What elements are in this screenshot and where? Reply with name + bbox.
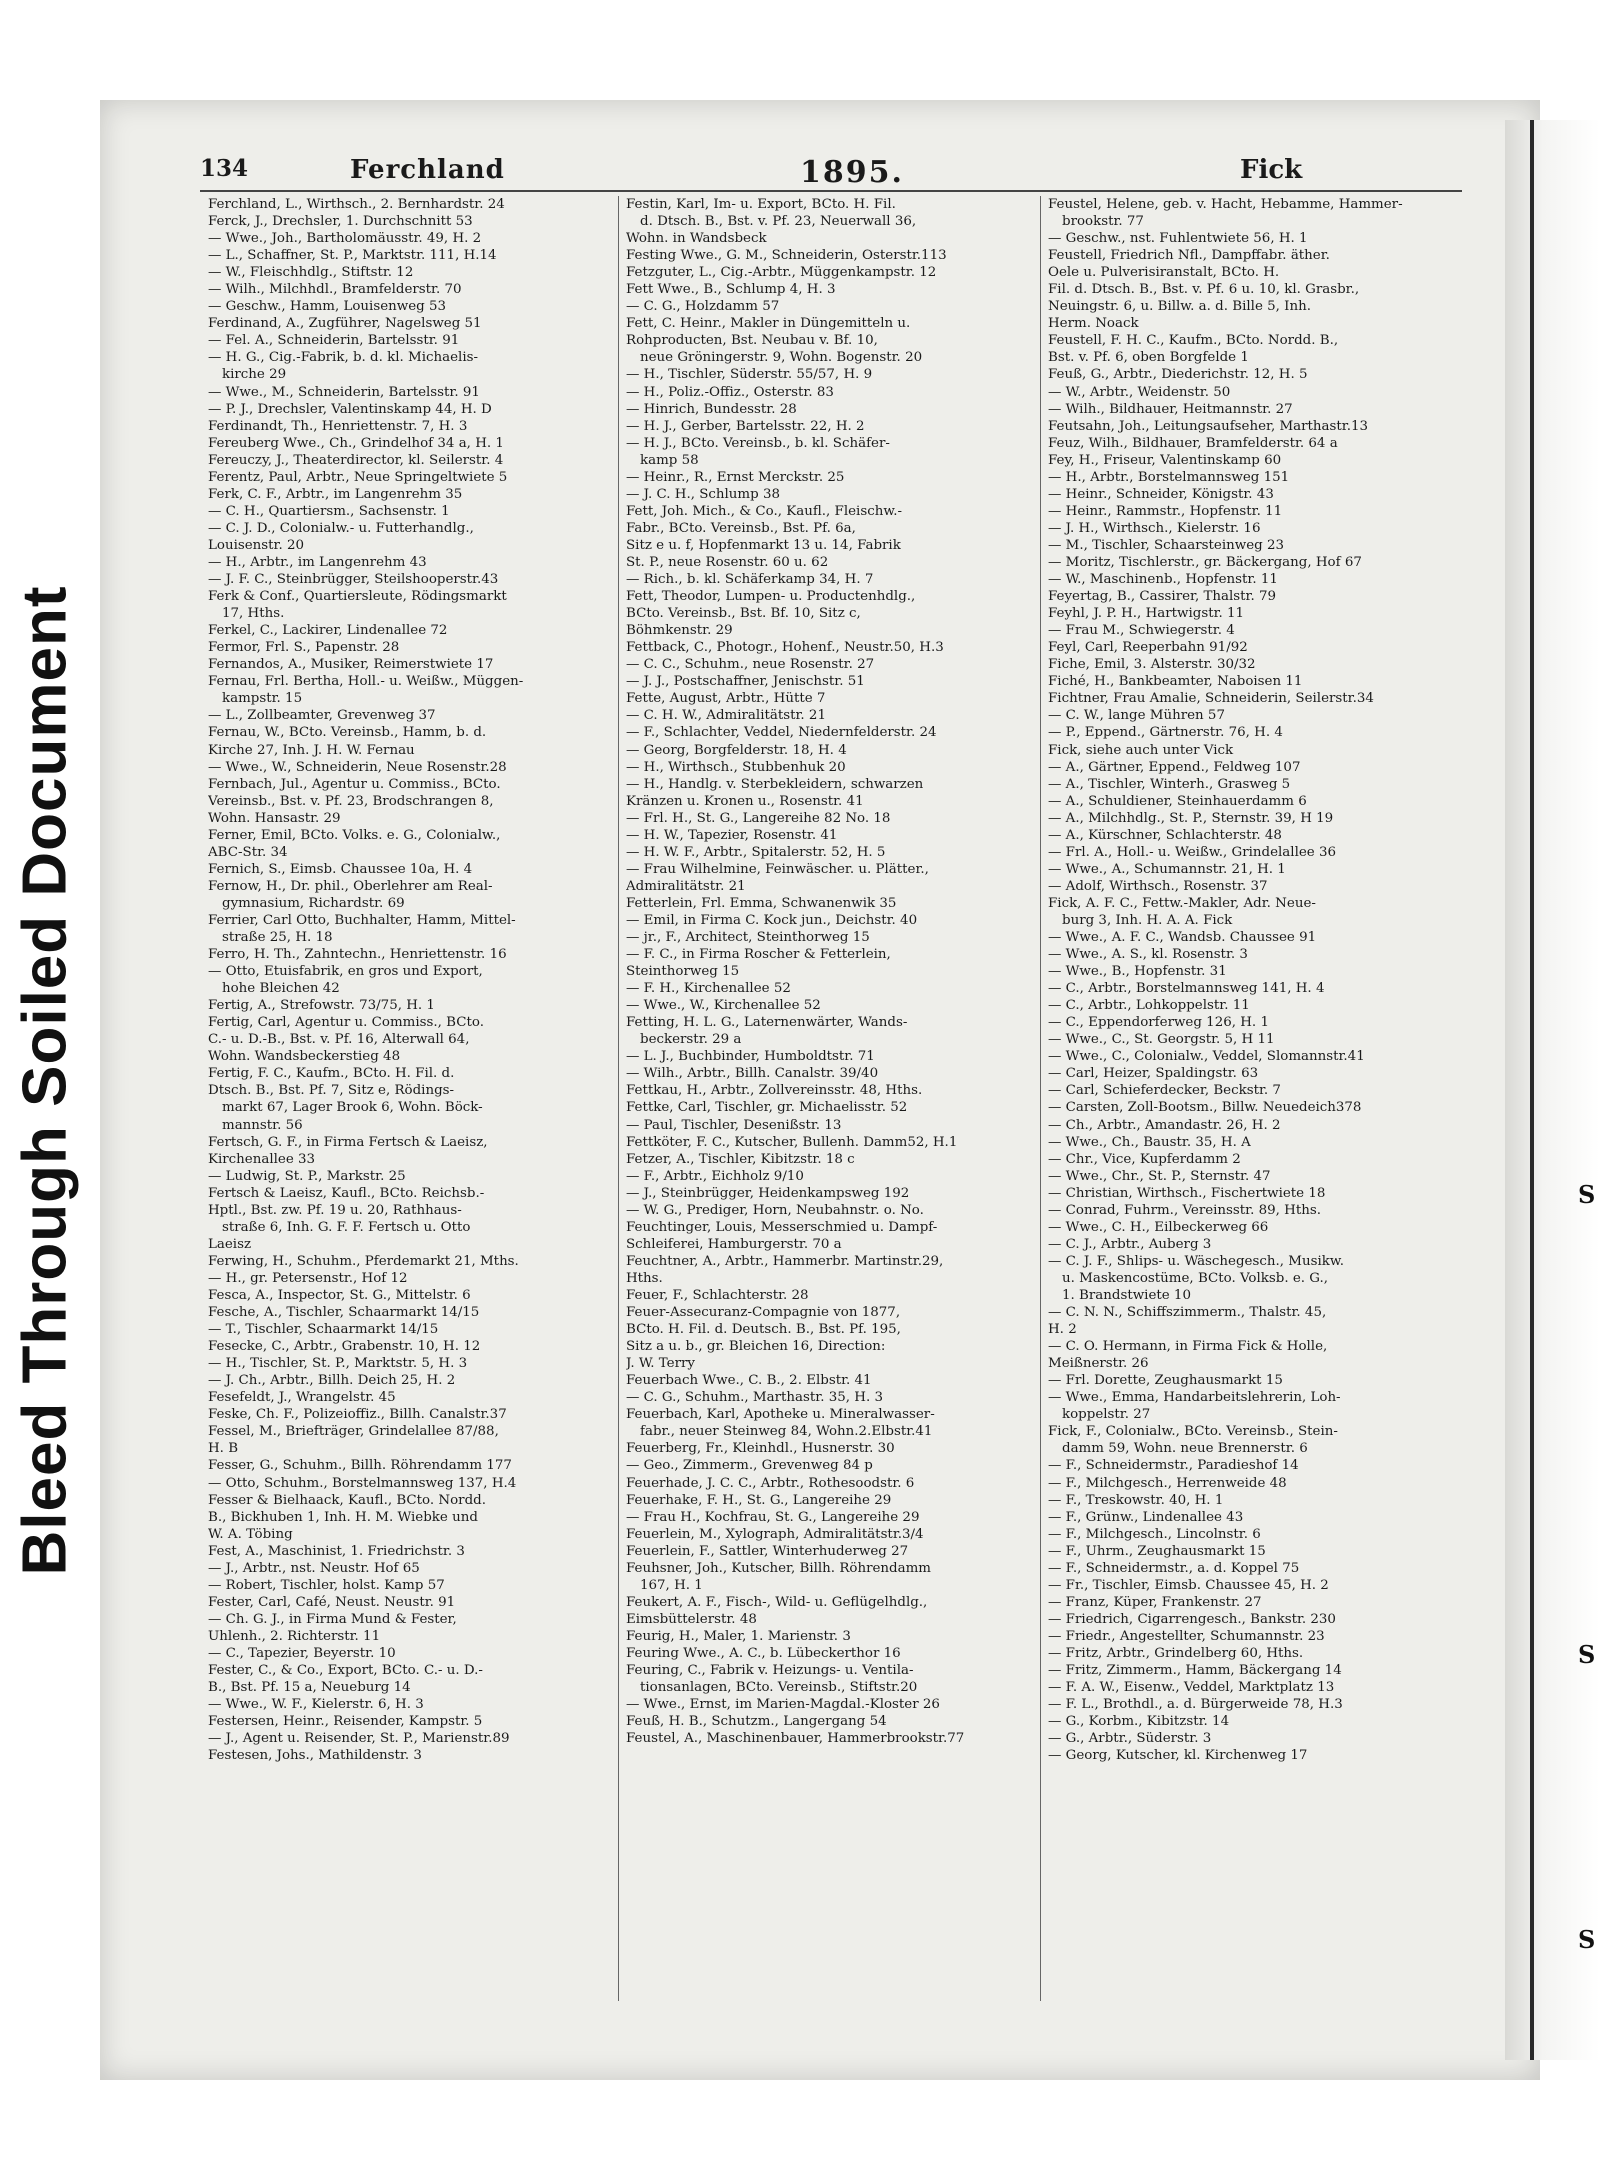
- directory-entry-line: W. A. Töbing: [208, 1526, 293, 1542]
- directory-entry-line: — Wwe., A. S., kl. Rosenstr. 3: [1048, 947, 1248, 963]
- edge-glyph: S: [1578, 1925, 1596, 1954]
- directory-entry-line: Ferck, J., Drechsler, 1. Durchschnitt 53: [208, 214, 473, 230]
- directory-entry-line: Fernow, H., Dr. phil., Oberlehrer am Real-: [208, 878, 493, 894]
- directory-entry-line: — Wwe., Emma, Handarbeitslehrerin, Loh-: [1048, 1390, 1341, 1406]
- directory-entry-line: — F. L., Brothdl., a. d. Bürgerweide 78, H.3: [1048, 1697, 1343, 1713]
- header-year: 1895.: [800, 155, 904, 190]
- header-left-word: Ferchland: [350, 155, 505, 185]
- directory-entry-line: — C. J., Arbtr., Auberg 3: [1048, 1236, 1212, 1252]
- directory-entry-line: Feyhl, J. P. H., Hartwigstr. 11: [1048, 606, 1245, 622]
- directory-entry-line: — T., Tischler, Schaarmarkt 14/15: [208, 1322, 439, 1338]
- directory-entry-line: — Georg, Borgfelderstr. 18, H. 4: [626, 742, 847, 758]
- directory-entry-line: Wohn. in Wandsbeck: [626, 231, 767, 247]
- directory-entry-line: — G., Korbm., Kibitzstr. 14: [1048, 1714, 1230, 1730]
- directory-entry-line: Feuerberg, Fr., Kleinhdl., Husnerstr. 30: [626, 1441, 895, 1457]
- edge-glyph: S: [1578, 1640, 1596, 1669]
- directory-entry-line: Hptl., Bst. zw. Pf. 19 u. 20, Rathhaus-: [208, 1202, 462, 1218]
- directory-entry-line: Feuß, G., Arbtr., Diederichstr. 12, H. 5: [1048, 367, 1308, 383]
- directory-entry-line: — H., Poliz.-Offiz., Osterstr. 83: [626, 384, 834, 400]
- directory-entry-line: Fesche, A., Tischler, Schaarmarkt 14/15: [208, 1305, 480, 1321]
- page-number: 134: [200, 155, 249, 182]
- directory-entry-line: Wohn. Hansastr. 29: [208, 810, 341, 826]
- directory-entry-line: — J., Agent u. Reisender, St. P., Marienstr.89: [208, 1731, 510, 1747]
- directory-entry-line: — H., Tischler, St. P., Marktstr. 5, H. 3: [208, 1356, 468, 1372]
- directory-entry-line: Ferrier, Carl Otto, Buchhalter, Hamm, Mittel-: [208, 912, 516, 928]
- directory-entry-line: 17, Hths.: [222, 606, 285, 622]
- directory-entry-line: — F. C., in Firma Roscher & Fetterlein,: [626, 947, 891, 963]
- directory-entry-line: — H. W. F., Arbtr., Spitalerstr. 52, H. 5: [626, 844, 886, 860]
- directory-entry-line: — Carl, Schieferdecker, Beckstr. 7: [1048, 1083, 1281, 1099]
- directory-entry-line: — P. J., Drechsler, Valentinskamp 44, H. D: [208, 401, 492, 417]
- directory-entry-line: Herm. Noack: [1048, 316, 1139, 332]
- directory-entry-line: Fesser, G., Schuhm., Billh. Röhrendamm 177: [208, 1458, 512, 1474]
- directory-entry-line: Fertsch & Laeisz, Kaufl., BCto. Reichsb.-: [208, 1185, 485, 1201]
- directory-entry-line: Feurig, H., Maler, 1. Marienstr. 3: [626, 1628, 851, 1644]
- directory-entry-line: — J. H., Wirthsch., Kielerstr. 16: [1048, 520, 1261, 536]
- directory-entry-line: — Frl. H., St. G., Langereihe 82 No. 18: [626, 810, 891, 826]
- directory-entry-line: Festin, Karl, Im- u. Export, BCto. H. Fil.: [626, 197, 896, 212]
- directory-entry-line: Fey, H., Friseur, Valentinskamp 60: [1048, 452, 1282, 468]
- directory-entry-line: — A., Milchhdlg., St. P., Sternstr. 39, H 19: [1048, 810, 1334, 826]
- directory-entry-line: — Wwe., B., Hopfenstr. 31: [1048, 964, 1227, 980]
- directory-entry-line: — C. H., Quartiersm., Sachsenstr. 1: [208, 503, 450, 519]
- directory-entry-line: — Wwe., Chr., St. P., Sternstr. 47: [1048, 1168, 1271, 1184]
- directory-entry-line: — P., Eppend., Gärtnerstr. 76, H. 4: [1048, 725, 1283, 741]
- directory-entry-line: straße 25, H. 18: [222, 930, 333, 946]
- directory-entry-line: — Wwe., Ch., Baustr. 35, H. A: [1048, 1134, 1251, 1150]
- directory-entry-line: Feuring Wwe., A. C., b. Lübeckerthor 16: [626, 1645, 901, 1661]
- directory-entry-line: — F. A. W., Eisenw., Veddel, Marktplatz 13: [1048, 1680, 1335, 1696]
- directory-entry-line: Fernandos, A., Musiker, Reimerstwiete 17: [208, 657, 494, 673]
- directory-entry-line: — F., Treskowstr. 40, H. 1: [1048, 1492, 1224, 1508]
- directory-entry-line: C.- u. D.-B., Bst. v. Pf. 16, Alterwall 64,: [208, 1032, 470, 1048]
- directory-entry-line: 167, H. 1: [640, 1577, 703, 1593]
- directory-entry-line: — Wwe., C., Colonialw., Veddel, Slomannstr.41: [1048, 1049, 1365, 1065]
- directory-entry-line: u. Maskencostüme, BCto. Volksb. e. G.,: [1062, 1270, 1329, 1286]
- directory-entry-line: — Rich., b. kl. Schäferkamp 34, H. 7: [626, 572, 874, 588]
- directory-entry-line: Fetting, H. L. G., Laternenwärter, Wands-: [626, 1015, 908, 1031]
- directory-entry-line: Fetzer, A., Tischler, Kibitzstr. 18 c: [626, 1151, 855, 1167]
- directory-entry-line: — Geschw., nst. Fuhlentwiete 56, H. 1: [1048, 231, 1308, 247]
- directory-entry-line: kirche 29: [222, 367, 287, 383]
- edge-glyph: S: [1578, 1180, 1596, 1209]
- directory-entry-line: Uhlenh., 2. Richterstr. 11: [208, 1628, 381, 1644]
- directory-entry-line: Ferdinandt, Th., Henriettenstr. 7, H. 3: [208, 418, 468, 434]
- directory-entry-line: Feyertag, B., Cassirer, Thalstr. 79: [1048, 589, 1277, 605]
- directory-entry-line: — F., Grünw., Lindenallee 43: [1048, 1509, 1244, 1525]
- directory-entry-line: Feustell, F. H. C., Kaufm., BCto. Nordd. B.,: [1048, 333, 1339, 349]
- directory-entry-line: — A., Gärtner, Eppend., Feldweg 107: [1048, 759, 1301, 775]
- book-binding: [1505, 120, 1600, 2060]
- directory-entry-line: Oele u. Pulverisiranstalt, BCto. H.: [1048, 265, 1280, 281]
- directory-entry-line: — Conrad, Fuhrm., Vereinsstr. 89, Hths.: [1048, 1202, 1321, 1218]
- directory-entry-line: — H., Arbtr., im Langenrehm 43: [208, 554, 427, 570]
- directory-entry-line: — Frau H., Kochfrau, St. G., Langereihe 29: [626, 1509, 920, 1525]
- directory-entry-line: Feuring, C., Fabrik v. Heizungs- u. Ventila-: [626, 1663, 914, 1679]
- directory-entry-line: Meißnerstr. 26: [1048, 1356, 1149, 1372]
- directory-entry-line: Fester, Carl, Café, Neust. Neustr. 91: [208, 1594, 456, 1610]
- directory-entry-line: Schleiferei, Hamburgerstr. 70 a: [626, 1236, 842, 1252]
- directory-entry-line: markt 67, Lager Brook 6, Wohn. Böck-: [222, 1100, 483, 1116]
- directory-entry-line: Fettke, Carl, Tischler, gr. Michaelisstr. 52: [626, 1100, 908, 1116]
- directory-entry-line: Feske, Ch. F., Polizeioffiz., Billh. Canalstr.37: [208, 1407, 507, 1423]
- directory-entry-line: — C., Eppendorferweg 126, H. 1: [1048, 1015, 1269, 1031]
- directory-entry-line: — H. W., Tapezier, Rosenstr. 41: [626, 827, 838, 843]
- directory-entry-line: — L. J., Buchbinder, Humboldtstr. 71: [626, 1049, 875, 1065]
- directory-entry-line: — Fritz, Arbtr., Grindelberg 60, Hths.: [1048, 1645, 1304, 1661]
- directory-entry-line: — Friedr., Angestellter, Schumannstr. 23: [1048, 1628, 1325, 1644]
- directory-entry-line: Ferentz, Paul, Arbtr., Neue Springeltwiete 5: [208, 469, 508, 485]
- directory-entry-line: — Frl. Dorette, Zeughausmarkt 15: [1048, 1373, 1283, 1389]
- directory-entry-line: Hths.: [626, 1270, 663, 1286]
- directory-entry-line: — A., Tischler, Winterh., Grasweg 5: [1048, 776, 1291, 792]
- directory-entry-line: Fertig, F. C., Kaufm., BCto. H. Fil. d.: [208, 1066, 455, 1082]
- directory-entry-line: — Wwe., W., Kirchenallee 52: [626, 998, 821, 1014]
- directory-entry-line: Fessel, M., Briefträger, Grindelallee 87/88,: [208, 1424, 499, 1440]
- directory-entry-line: — Carl, Heizer, Spaldingstr. 63: [1048, 1066, 1259, 1082]
- directory-entry-line: Fett, Joh. Mich., & Co., Kaufl., Fleischw.-: [626, 503, 902, 519]
- directory-entry-line: — Franz, Küper, Frankenstr. 27: [1048, 1594, 1262, 1610]
- directory-entry-line: — H., gr. Petersenstr., Hof 12: [208, 1270, 408, 1286]
- directory-entry-line: — H. J., BCto. Vereinsb., b. kl. Schäfer-: [626, 435, 890, 451]
- directory-entry-line: — C. N. N., Schiffszimmerm., Thalstr. 45,: [1048, 1305, 1327, 1321]
- directory-entry-line: J. W. Terry: [626, 1356, 695, 1372]
- directory-entry-line: tionsanlagen, BCto. Vereinsb., Stiftstr.20: [640, 1680, 918, 1696]
- directory-entry-line: Louisenstr. 20: [208, 537, 305, 553]
- header-rule: [200, 190, 1462, 192]
- directory-entry-line: — J., Arbtr., nst. Neustr. Hof 65: [208, 1560, 420, 1576]
- directory-entry-line: Fetterlein, Frl. Emma, Schwanenwik 35: [626, 895, 897, 911]
- directory-entry-line: — M., Tischler, Schaarsteinweg 23: [1048, 537, 1284, 553]
- directory-entry-line: Feuz, Wilh., Bildhauer, Bramfelderstr. 64 a: [1048, 435, 1338, 451]
- directory-entry-line: Fertsch, G. F., in Firma Fertsch & Laeisz,: [208, 1134, 488, 1150]
- fold-line: [1530, 120, 1534, 2060]
- directory-entry-line: Ferner, Emil, BCto. Volks. e. G., Colonialw.,: [208, 827, 501, 843]
- directory-entry-line: ABC-Str. 34: [208, 844, 288, 860]
- directory-column-1: [208, 196, 608, 1764]
- directory-entry-line: Fick, siehe auch unter Vick: [1048, 742, 1234, 758]
- directory-entry-line: Ferchland, L., Wirthsch., 2. Bernhardstr. 24: [208, 197, 505, 212]
- directory-entry-line: Laeisz: [208, 1236, 252, 1252]
- directory-column-2: [626, 196, 1026, 1747]
- directory-entry-line: Feuhsner, Joh., Kutscher, Billh. Röhrendamm: [626, 1560, 931, 1576]
- directory-entry-line: koppelstr. 27: [1062, 1407, 1151, 1423]
- directory-entry-line: Fernau, Frl. Bertha, Holl.- u. Weißw., Müggen-: [208, 674, 524, 690]
- directory-entry-line: — C., Arbtr., Lohkoppelstr. 11: [1048, 998, 1250, 1014]
- directory-entry-line: H. 2: [1048, 1322, 1077, 1338]
- directory-entry-line: — F., Milchgesch., Herrenweide 48: [1048, 1475, 1287, 1491]
- directory-entry-line: Feuer, F., Schlachterstr. 28: [626, 1288, 809, 1303]
- directory-entry-line: — C. G., Schuhm., Marthastr. 35, H. 3: [626, 1390, 883, 1406]
- directory-entry-line: gymnasium, Richardstr. 69: [222, 895, 405, 911]
- directory-entry-line: Fester, C., & Co., Export, BCto. C.- u. D.-: [208, 1663, 483, 1679]
- directory-entry-line: — H. G., Cig.-Fabrik, b. d. kl. Michaelis-: [208, 350, 479, 366]
- directory-entry-line: — Wilh., Bildhauer, Heitmannstr. 27: [1048, 401, 1293, 417]
- column-divider: [618, 196, 619, 2001]
- directory-entry-line: — Ludwig, St. P., Markstr. 25: [208, 1168, 406, 1184]
- directory-entry-line: d. Dtsch. B., Bst. v. Pf. 23, Neuerwall 36,: [640, 214, 917, 230]
- directory-entry-line: — C. J. F., Shlips- u. Wäschegesch., Musikw.: [1048, 1253, 1344, 1269]
- directory-entry-line: — Emil, in Firma C. Kock jun., Deichstr. 40: [626, 912, 918, 928]
- directory-entry-line: — Wwe., W., Schneiderin, Neue Rosenstr.28: [208, 759, 507, 775]
- directory-entry-line: St. P., neue Rosenstr. 60 u. 62: [626, 554, 829, 570]
- directory-entry-line: Fermor, Frl. S., Papenstr. 28: [208, 640, 400, 656]
- directory-entry-line: — Frau Wilhelmine, Feinwäscher. u. Plätter.,: [626, 861, 929, 877]
- directory-entry-line: Fest, A., Maschinist, 1. Friedrichstr. 3: [208, 1543, 465, 1559]
- directory-entry-line: — Heinr., Schneider, Königstr. 43: [1048, 486, 1274, 502]
- directory-entry-line: — Wwe., A. F. C., Wandsb. Chaussee 91: [1048, 930, 1317, 946]
- directory-entry-line: Feuerlein, M., Xylograph, Admiralitätstr.3/4: [626, 1526, 924, 1542]
- directory-entry-line: Fertig, A., Strefowstr. 73/75, H. 1: [208, 998, 435, 1014]
- directory-entry-line: — Fritz, Zimmerm., Hamm, Bäckergang 14: [1048, 1663, 1342, 1679]
- directory-entry-line: — Wwe., W. F., Kielerstr. 6, H. 3: [208, 1697, 424, 1713]
- directory-entry-line: Dtsch. B., Bst. Pf. 7, Sitz e, Rödings-: [208, 1083, 455, 1099]
- directory-entry-line: — F. H., Kirchenallee 52: [626, 981, 791, 997]
- directory-entry-line: Fick, F., Colonialw., BCto. Vereinsb., Stein-: [1048, 1424, 1338, 1440]
- directory-entry-line: Feuchtinger, Louis, Messerschmied u. Dampf-: [626, 1219, 938, 1235]
- directory-entry-line: straße 6, Inh. G. F. F. Fertsch u. Otto: [222, 1219, 471, 1235]
- directory-entry-line: Fernich, S., Eimsb. Chaussee 10a, H. 4: [208, 861, 473, 877]
- page-header: [200, 155, 1460, 195]
- directory-entry-line: — Robert, Tischler, holst. Kamp 57: [208, 1577, 445, 1593]
- directory-entry-line: — Wwe., A., Schumannstr. 21, H. 1: [1048, 861, 1286, 877]
- directory-entry-line: — Ch., Arbtr., Amandastr. 26, H. 2: [1048, 1117, 1281, 1133]
- directory-entry-line: Fesefeldt, J., Wrangelstr. 45: [208, 1390, 396, 1406]
- directory-entry-line: Fett, C. Heinr., Makler in Düngemitteln u.: [626, 316, 911, 332]
- directory-entry-line: — Otto, Etuisfabrik, en gros und Export,: [208, 964, 483, 980]
- directory-entry-line: Rohproducten, Bst. Neubau v. Bf. 10,: [626, 333, 878, 349]
- directory-entry-line: Feustel, A., Maschinenbauer, Hammerbrookstr.77: [626, 1731, 965, 1747]
- directory-entry-line: Feuerbach Wwe., C. B., 2. Elbstr. 41: [626, 1373, 872, 1389]
- directory-entry-line: — Adolf, Wirthsch., Rosenstr. 37: [1048, 878, 1268, 894]
- directory-entry-line: Fesca, A., Inspector, St. G., Mittelstr. 6: [208, 1288, 471, 1303]
- directory-entry-line: Feuerhade, J. C. C., Arbtr., Rothesoodstr. 6: [626, 1475, 915, 1491]
- directory-entry-line: — L., Schaffner, St. P., Marktstr. 111, H.14: [208, 248, 497, 264]
- directory-entry-line: — C. H. W., Admiralitätstr. 21: [626, 708, 826, 724]
- directory-entry-line: — Chr., Vice, Kupferdamm 2: [1048, 1151, 1241, 1167]
- directory-entry-line: Vereinsb., Bst. v. Pf. 23, Brodschrangen 8,: [208, 793, 494, 809]
- directory-entry-line: kampstr. 15: [222, 691, 303, 707]
- directory-entry-line: — Georg, Kutscher, kl. Kirchenweg 17: [1048, 1748, 1308, 1764]
- directory-entry-line: Ferkel, C., Lackirer, Lindenallee 72: [208, 623, 448, 639]
- directory-entry-line: BCto. Vereinsb., Bst. Bf. 10, Sitz c,: [626, 606, 861, 622]
- directory-entry-line: — C., Tapezier, Beyerstr. 10: [208, 1645, 396, 1661]
- directory-entry-line: — Carsten, Zoll-Bootsm., Billw. Neuedeich378: [1048, 1100, 1362, 1116]
- directory-entry-line: — Wwe., C., St. Georgstr. 5, H 11: [1048, 1032, 1275, 1048]
- directory-entry-line: — L., Zollbeamter, Grevenweg 37: [208, 708, 436, 724]
- directory-entry-line: Fernau, W., BCto. Vereinsb., Hamm, b. d.: [208, 725, 487, 741]
- directory-entry-line: Fesser & Bielhaack, Kaufl., BCto. Nordd.: [208, 1492, 486, 1508]
- directory-entry-line: hohe Bleichen 42: [222, 981, 340, 997]
- directory-entry-line: damm 59, Wohn. neue Brennerstr. 6: [1062, 1441, 1308, 1457]
- directory-entry-line: Ferk & Conf., Quartiersleute, Rödingsmarkt: [208, 589, 507, 605]
- directory-entry-line: — C. G., Holzdamm 57: [626, 299, 780, 315]
- directory-entry-line: Ferk, C. F., Arbtr., im Langenrehm 35: [208, 486, 463, 502]
- directory-entry-line: Feuerbach, Karl, Apotheke u. Mineralwasser-: [626, 1407, 935, 1423]
- directory-entry-line: — F., Schneidermstr., Paradieshof 14: [1048, 1458, 1299, 1474]
- directory-entry-line: Wohn. Wandsbeckerstieg 48: [208, 1049, 401, 1065]
- directory-entry-line: Ferro, H. Th., Zahntechn., Henriettenstr. 16: [208, 947, 507, 963]
- directory-entry-line: — W., Arbtr., Weidenstr. 50: [1048, 384, 1231, 400]
- directory-entry-line: burg 3, Inh. H. A. A. Fick: [1062, 912, 1233, 928]
- directory-entry-line: Steinthorweg 15: [626, 964, 740, 980]
- directory-entry-line: — Frl. A., Holl.- u. Weißw., Grindelallee 36: [1048, 844, 1336, 860]
- directory-entry-line: Admiralitätstr. 21: [626, 878, 746, 894]
- directory-entry-line: — W. G., Prediger, Horn, Neubahnstr. o. No.: [626, 1202, 924, 1218]
- directory-entry-line: — C. J. D., Colonialw.- u. Futterhandlg.,: [208, 520, 474, 536]
- directory-entry-line: Fabr., BCto. Vereinsb., Bst. Pf. 6a,: [626, 520, 856, 536]
- directory-entry-line: Fettköter, F. C., Kutscher, Bullenh. Damm52, H.1: [626, 1134, 958, 1150]
- directory-entry-line: Fereuczy, J., Theaterdirector, kl. Seilerstr. 4: [208, 452, 504, 468]
- directory-entry-line: — J. Ch., Arbtr., Billh. Deich 25, H. 2: [208, 1373, 456, 1389]
- directory-entry-line: Bst. v. Pf. 6, oben Borgfelde 1: [1048, 350, 1249, 366]
- directory-entry-line: — F., Uhrm., Zeughausmarkt 15: [1048, 1543, 1266, 1559]
- directory-entry-line: kamp 58: [640, 452, 699, 468]
- directory-entry-line: — Ch. G. J., in Firma Mund & Fester,: [208, 1611, 457, 1627]
- directory-entry-line: B., Bst. Pf. 15 a, Neueburg 14: [208, 1680, 411, 1696]
- directory-entry-line: brookstr. 77: [1062, 214, 1144, 230]
- directory-entry-line: Festing Wwe., G. M., Schneiderin, Osterstr.113: [626, 248, 947, 264]
- directory-entry-line: — J. C. H., Schlump 38: [626, 486, 780, 502]
- directory-entry-line: — H., Wirthsch., Stubbenhuk 20: [626, 759, 846, 775]
- directory-entry-line: — W., Maschinenb., Hopfenstr. 11: [1048, 572, 1278, 588]
- directory-entry-line: — A., Kürschner, Schlachterstr. 48: [1048, 827, 1282, 843]
- directory-entry-line: — Geschw., Hamm, Louisenweg 53: [208, 299, 447, 315]
- directory-entry-line: — Wwe., Ernst, im Marien-Magdal.-Kloster 26: [626, 1697, 940, 1713]
- directory-entry-line: Fernbach, Jul., Agentur u. Commiss., BCto.: [208, 776, 501, 792]
- directory-entry-line: — H. J., Gerber, Bartelsstr. 22, H. 2: [626, 418, 865, 434]
- directory-entry-line: — W., Fleischhdlg., Stiftstr. 12: [208, 265, 414, 281]
- directory-entry-line: — J., Steinbrügger, Heidenkampsweg 192: [626, 1185, 910, 1201]
- directory-entry-line: — Wilh., Arbtr., Billh. Canalstr. 39/40: [626, 1066, 879, 1082]
- directory-entry-line: neue Gröningerstr. 9, Wohn. Bogenstr. 20: [640, 350, 923, 366]
- directory-entry-line: — jr., F., Architect, Steinthorweg 15: [626, 930, 870, 946]
- directory-entry-line: Fett, Theodor, Lumpen- u. Productenhdlg.,: [626, 589, 916, 605]
- directory-entry-line: Feuerlein, F., Sattler, Winterhuderweg 27: [626, 1543, 909, 1559]
- directory-entry-line: — H., Handlg. v. Sterbekleidern, schwarzen: [626, 776, 924, 792]
- directory-entry-line: — F., Schneidermstr., a. d. Koppel 75: [1048, 1560, 1300, 1576]
- directory-column-3: [1048, 196, 1448, 1764]
- directory-entry-line: — Wwe., M., Schneiderin, Bartelsstr. 91: [208, 384, 480, 400]
- directory-entry-line: Feuchtner, A., Arbtr., Hammerbr. Martinstr.29,: [626, 1253, 944, 1269]
- directory-entry-line: Fettkau, H., Arbtr., Zollvereinsstr. 48, Hths.: [626, 1083, 923, 1099]
- directory-entry-line: Böhmkenstr. 29: [626, 623, 733, 639]
- directory-entry-line: Sitz e u. f, Hopfenmarkt 13 u. 14, Fabrik: [626, 537, 901, 553]
- directory-entry-line: — J. F. C., Steinbrügger, Steilshooperstr.43: [208, 572, 499, 588]
- directory-entry-line: Festesen, Johs., Mathildenstr. 3: [208, 1748, 422, 1764]
- directory-entry-line: — A., Schuldiener, Steinhauerdamm 6: [1048, 793, 1307, 809]
- directory-entry-line: Fil. d. Dtsch. B., Bst. v. Pf. 6 u. 10, kl. Grasbr.,: [1048, 282, 1360, 298]
- directory-entry-line: Feutsahn, Joh., Leitungsaufseher, Marthastr.13: [1048, 418, 1369, 434]
- directory-entry-line: — Wilh., Milchhdl., Bramfelderstr. 70: [208, 282, 462, 298]
- directory-entry-line: fabr., neuer Steinweg 84, Wohn.2.Elbstr.41: [640, 1424, 933, 1440]
- directory-entry-line: — H., Tischler, Süderstr. 55/57, H. 9: [626, 367, 873, 383]
- directory-entry-line: — Fel. A., Schneiderin, Bartelsstr. 91: [208, 333, 460, 349]
- directory-entry-line: Fichtner, Frau Amalie, Schneiderin, Seilerstr.34: [1048, 691, 1374, 707]
- directory-entry-line: Neuingstr. 6, u. Billw. a. d. Bille 5, Inh.: [1048, 299, 1311, 315]
- directory-entry-line: beckerstr. 29 a: [640, 1032, 742, 1048]
- directory-entry-line: Kränzen u. Kronen u., Rosenstr. 41: [626, 793, 864, 809]
- directory-entry-line: — Fr., Tischler, Eimsb. Chaussee 45, H. 2: [1048, 1577, 1329, 1593]
- directory-entry-line: — Hinrich, Bundesstr. 28: [626, 401, 797, 417]
- directory-entry-line: — F., Arbtr., Eichholz 9/10: [626, 1168, 804, 1184]
- directory-entry-line: — H., Arbtr., Borstelmannsweg 151: [1048, 469, 1290, 485]
- directory-entry-line: Feustell, Friedrich Nfl., Dampffabr. äther.: [1048, 248, 1330, 264]
- directory-entry-line: Fesecke, C., Arbtr., Grabenstr. 10, H. 12: [208, 1339, 481, 1355]
- directory-entry-line: — C. O. Hermann, in Firma Fick & Holle,: [1048, 1339, 1328, 1355]
- directory-entry-line: Feuer-Assecuranz-Compagnie von 1877,: [626, 1305, 901, 1321]
- directory-entry-line: Fereuberg Wwe., Ch., Grindelhof 34 a, H. 1: [208, 435, 504, 451]
- directory-entry-line: Fette, August, Arbtr., Hütte 7: [626, 691, 826, 707]
- directory-entry-line: Fertig, Carl, Agentur u. Commiss., BCto.: [208, 1015, 484, 1031]
- directory-entry-line: Feukert, A. F., Fisch-, Wild- u. Geflügelhdlg.,: [626, 1594, 928, 1610]
- directory-entry-line: — Christian, Wirthsch., Fischertwiete 18: [1048, 1185, 1326, 1201]
- directory-entry-line: Feuerhake, F. H., St. G., Langereihe 29: [626, 1492, 892, 1508]
- watermark-label: [0, 540, 90, 1620]
- directory-entry-line: Kirche 27, Inh. J. H. W. Fernau: [208, 742, 415, 758]
- directory-entry-line: Feustel, Helene, geb. v. Hacht, Hebamme, Hammer-: [1048, 197, 1403, 212]
- directory-entry-line: Fetzguter, L., Cig.-Arbtr., Müggenkampstr. 12: [626, 265, 937, 281]
- directory-entry-line: Feyl, Carl, Reeperbahn 91/92: [1048, 640, 1248, 656]
- directory-entry-line: — Moritz, Tischlerstr., gr. Bäckergang, Hof 67: [1048, 554, 1362, 570]
- directory-entry-line: Fiché, H., Bankbeamter, Naboisen 11: [1048, 674, 1303, 690]
- directory-entry-line: — Otto, Schuhm., Borstelmannsweg 137, H.4: [208, 1475, 517, 1491]
- directory-entry-line: Eimsbüttelerstr. 48: [626, 1611, 757, 1627]
- directory-entry-line: — Paul, Tischler, Desenißstr. 13: [626, 1117, 842, 1133]
- directory-entry-line: — G., Arbtr., Süderstr. 3: [1048, 1731, 1212, 1747]
- directory-entry-line: Sitz a u. b., gr. Bleichen 16, Direction:: [626, 1339, 886, 1355]
- directory-entry-line: mannstr. 56: [222, 1117, 303, 1133]
- directory-entry-line: — C. C., Schuhm., neue Rosenstr. 27: [626, 657, 875, 673]
- directory-entry-line: — C. W., lange Mühren 57: [1048, 708, 1225, 724]
- directory-entry-line: Fettback, C., Photogr., Hohenf., Neustr.50, H.3: [626, 640, 944, 656]
- header-right-word: Fick: [1240, 155, 1303, 185]
- directory-entry-line: Fiche, Emil, 3. Alsterstr. 30/32: [1048, 657, 1256, 673]
- directory-entry-line: 1. Brandstwiete 10: [1062, 1288, 1191, 1303]
- directory-entry-line: Kirchenallee 33: [208, 1151, 316, 1167]
- watermark-text: Bleed Through Soiled Document: [10, 584, 80, 1576]
- directory-entry-line: Ferdinand, A., Zugführer, Nagelsweg 51: [208, 316, 482, 332]
- directory-entry-line: B., Bickhuben 1, Inh. H. M. Wiebke und: [208, 1509, 478, 1525]
- directory-entry-line: — Heinr., Rammstr., Hopfenstr. 11: [1048, 503, 1283, 519]
- column-divider: [1040, 196, 1041, 2001]
- directory-entry-line: — Geo., Zimmerm., Grevenweg 84 p: [626, 1458, 873, 1474]
- directory-entry-line: — Wwe., Joh., Bartholomäusstr. 49, H. 2: [208, 231, 482, 247]
- directory-entry-line: Ferwing, H., Schuhm., Pferdemarkt 21, Mths.: [208, 1253, 519, 1269]
- directory-entry-line: — Heinr., R., Ernst Merckstr. 25: [626, 469, 845, 485]
- directory-entry-line: H. B: [208, 1441, 239, 1457]
- directory-entry-line: Festersen, Heinr., Reisender, Kampstr. 5: [208, 1714, 483, 1730]
- directory-entry-line: Fick, A. F. C., Fettw.-Makler, Adr. Neue-: [1048, 895, 1316, 911]
- directory-entry-line: — Friedrich, Cigarrengesch., Bankstr. 230: [1048, 1611, 1336, 1627]
- directory-entry-line: BCto. H. Fil. d. Deutsch. B., Bst. Pf. 195,: [626, 1322, 901, 1338]
- directory-entry-line: Fett Wwe., B., Schlump 4, H. 3: [626, 282, 836, 298]
- directory-entry-line: — F., Schlachter, Veddel, Niedernfelderstr. 24: [626, 725, 937, 741]
- directory-entry-line: — J. J., Postschaffner, Jenischstr. 51: [626, 674, 865, 690]
- directory-entry-line: — F., Milchgesch., Lincolnstr. 6: [1048, 1526, 1261, 1542]
- directory-entry-line: Feuß, H. B., Schutzm., Langergang 54: [626, 1714, 887, 1730]
- directory-entry-line: — Frau M., Schwiegerstr. 4: [1048, 623, 1235, 639]
- directory-entry-line: — Wwe., C. H., Eilbeckerweg 66: [1048, 1219, 1269, 1235]
- directory-entry-line: — C., Arbtr., Borstelmannsweg 141, H. 4: [1048, 981, 1325, 997]
